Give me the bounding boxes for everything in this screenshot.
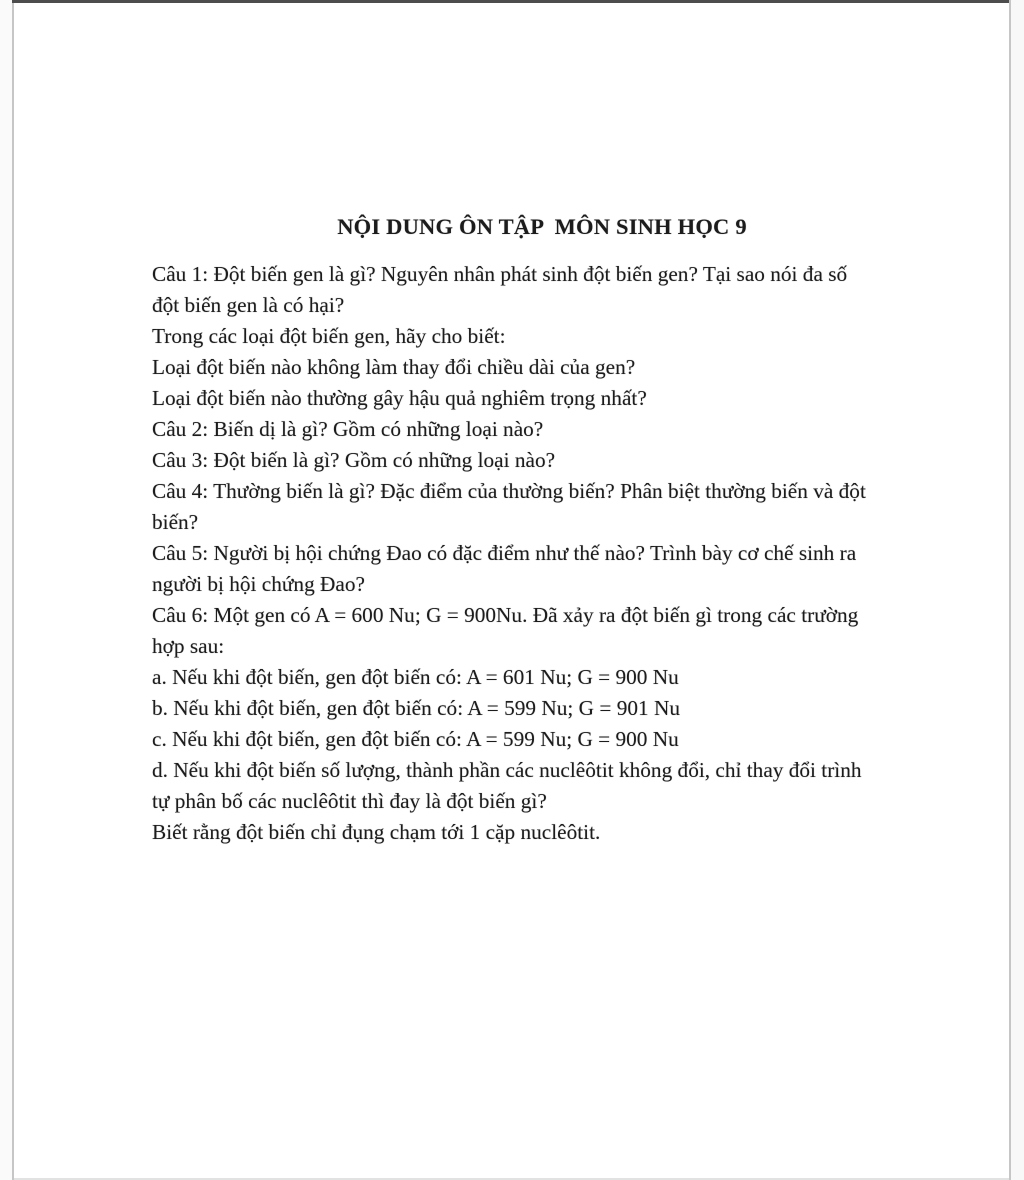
text-line: Câu 2: Biến dị là gì? Gồm có những loại nào? [152,417,544,441]
document-title: NỘI DUNG ÔN TẬP MÔN SINH HỌC 9 [337,214,747,239]
document-body [152,259,952,848]
text-line: đột biến gen là có hại? [152,293,345,317]
page-top-rule [12,0,1009,3]
text-line: c. Nếu khi đột biến, gen đột biến có: A = 599 Nu; G = 900 Nu [152,727,679,751]
text-line: Loại đột biến nào không làm thay đổi chiều dài của gen? [152,355,636,379]
text-line: Câu 1: Đột biến gen là gì? Nguyên nhân phát sinh đột biến gen? Tại sao nói đa số [152,262,848,286]
page-right-edge [1009,0,1024,1180]
text-line: b. Nếu khi đột biến, gen đột biến có: A = 599 Nu; G = 901 Nu [152,696,681,720]
text-line: Trong các loại đột biến gen, hãy cho biết: [152,324,506,348]
text-line: d. Nếu khi đột biến số lượng, thành phần các nuclêôtit không đổi, chỉ thay đổi trình [152,758,862,782]
text-line: biến? [152,510,199,534]
text-line: Câu 5: Người bị hội chứng Đao có đặc điểm như thế nào? Trình bày cơ chế sinh ra [152,541,857,565]
text-line: a. Nếu khi đột biến, gen đột biến có: A = 601 Nu; G = 900 Nu [152,665,679,689]
text-line: Câu 6: Một gen có A = 600 Nu; G = 900Nu. Đã xảy ra đột biến gì trong các trường [152,603,859,627]
text-line: Câu 3: Đột biến là gì? Gồm có những loại nào? [152,448,556,472]
text-line: người bị hội chứng Đao? [152,572,365,596]
text-line: Câu 4: Thường biến là gì? Đặc điểm của thường biến? Phân biệt thường biến và đột [152,479,866,503]
text-line: tự phân bố các nuclêôtit thì đay là đột biến gì? [152,789,547,813]
text-line: Loại đột biến nào thường gây hậu quả nghiêm trọng nhất? [152,386,647,410]
page-left-edge [0,0,14,1180]
text-line: hợp sau: [152,634,225,658]
text-line: Biết rằng đột biến chỉ đụng chạm tới 1 cặp nuclêôtit. [152,820,601,844]
